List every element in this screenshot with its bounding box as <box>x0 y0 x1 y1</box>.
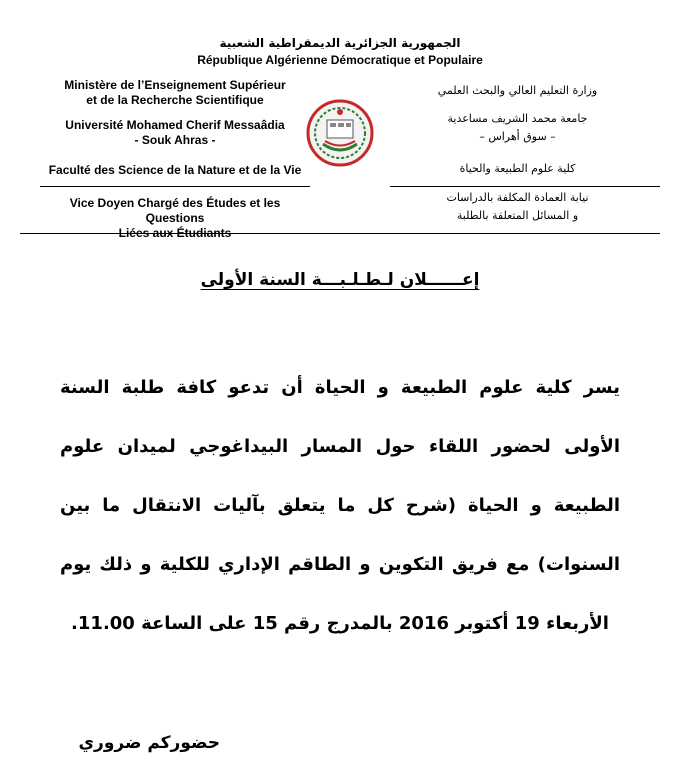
closing-note: حضوركم ضروري <box>78 733 220 753</box>
divider-right-upper <box>390 186 660 187</box>
ministry-line-1: Ministère de l’Enseignement Supérieur <box>64 78 286 92</box>
university-line-1: Université Mohamed Cherif Messaâdia <box>65 118 285 132</box>
university-ar: جامعة محمد الشريف مساعدية <box>447 112 588 125</box>
faculty-fr: Faculté des Science de la Nature et de la Vie <box>48 163 302 177</box>
university-line-2: - Souk Ahras - <box>134 133 216 147</box>
divider-full <box>20 233 660 234</box>
faculty-ar: كلية علوم الطبيعة والحياة <box>459 162 576 175</box>
university-block-fr <box>40 118 310 148</box>
announcement-body: يسر كلية علوم الطبيعة و الحياة أن تدعو كافة طلبة السنة الأولى لحضور اللقاء حول المسار البيداغوجي لميدان علوم الطبيعة و الحياة (شرح كل ما يتعلق بآليات الانتقال ما بين السنوات) مع فريق التكوين و الطاقم الإداري للكلية و ذلك يوم الأربعاء 19 أكتوبر 2016 بالمدرج رقم 15 على الساعة 11.00. <box>60 377 620 634</box>
vice-dean-block-ar <box>380 189 655 225</box>
ministry-ar: وزارة التعليم العالي والبحث العلمي <box>437 84 598 97</box>
republic-name-arabic: الجمهورية الجزائرية الديمقراطية الشعبية <box>219 36 461 50</box>
divider-left-upper <box>40 186 310 187</box>
vice-dean-ar-line-2: و المسائل المتعلقة بالطلبة <box>456 209 579 222</box>
university-logo <box>305 98 375 168</box>
republic-name-french: République Algérienne Démocratique et Populaire <box>197 53 483 67</box>
ministry-line-2: et de la Recherche Scientifique <box>86 93 264 107</box>
vice-dean-line-1: Vice Doyen Chargé des Études et les Questions <box>69 196 281 225</box>
vice-dean-line-2: Liées aux Étudiants <box>118 226 232 240</box>
vice-dean-block-fr <box>40 196 310 241</box>
vice-dean-ar-line-1: نيابة العمادة المكلفة بالدراسات <box>446 191 589 204</box>
city-ar: – سوق أهراس – <box>479 130 556 143</box>
announcement-title-text: إعــــــلان لـطـلـبـــة السنة الأولى <box>200 270 480 290</box>
ministry-block-fr <box>40 78 310 108</box>
announcement-title <box>150 270 530 290</box>
